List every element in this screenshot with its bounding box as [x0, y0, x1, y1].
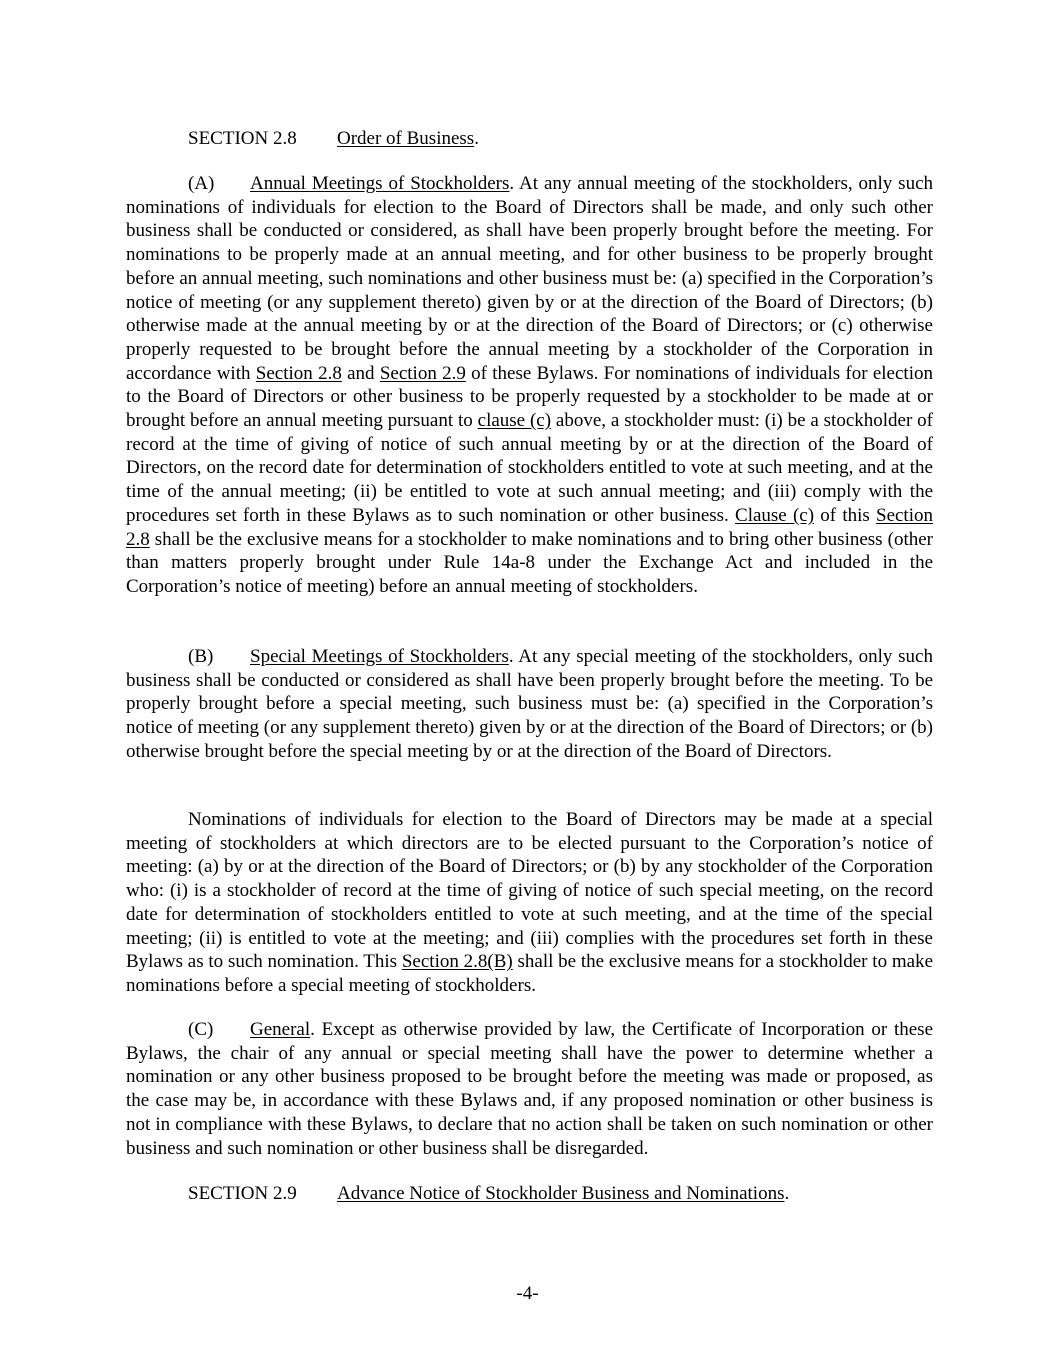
- section-reference: Section 2.8: [255, 362, 342, 384]
- section-title: Order of Business: [337, 128, 475, 149]
- section-reference: Section 2.8(B): [401, 951, 513, 973]
- clause-label: (B): [188, 646, 214, 667]
- clause-label: (A): [188, 173, 215, 194]
- paragraph-general: (C) General. Except as otherwise provided by law, the Certificate of Incorporation or these Bylaws, the chair of any annual or special meeting shall have the power to determine whether a nomination or any other business proposed to be brought before the meeting was made or proposed, as the case may be, in accordance with these Bylaws and, if any proposed nomination or other business is not in compliance with these Bylaws, to declare that no action shall be taken on such nomination or other business and such nomination or other business shall be disregarded.: [126, 1019, 933, 1159]
- section-reference: Section 2.8: [126, 504, 933, 550]
- clause-title: General: [250, 1019, 311, 1040]
- paragraph-annual-meetings: (A) Annual Meetings of Stockholders. At any annual meeting of the stockholders, only such nominations of individuals for election to the Board of Directors shall be made, and only such other business shall be conducted or considered, as shall have been properly brought before the meeting. For nominations to be properly made at an annual meeting, and for other business to be properly brought before an annual meeting, such nominations and other business must be: (a) specified in the Corporation’s notice of meeting (or any supplement thereto) given by or at the direction of the Board of Directors; (b) otherwise made at the annual meeting by or at the direction of the Board of Directors; or (c) otherwise properly requested to be brought before the annual meeting by a stockholder of the Corporation in accordance with Section 2.8 and Section 2.9 of these Bylaws. For nominations of individuals for election to the Board of Directors or other business to be properly requested by a stockholder to be made at or brought before an annual meeting pursuant to clause (c) above, a stockholder must: (i) be a stockholder of record at the time of giving of notice of such annual meeting by or at the direction of the Board of Directors, on the record date for determination of stockholders entitled to vote at such meeting, and at the time of the annual meeting; (ii) be entitled to vote at such annual meeting; and (iii) comply with the procedures set forth in these Bylaws as to such nomination or other business. Clause (c) of this Section 2.8 shall be the exclusive means for a stockholder to make nominations and to bring other business (other than matters properly brought under Rule 14a-8 under the Exchange Act and included in the Corporation’s notice of meeting) before an annual meeting of stockholders.: [126, 173, 934, 597]
- clause-reference: Clause (c): [735, 504, 815, 526]
- section-number: SECTION 2.9: [188, 1183, 297, 1204]
- page-number: -4-: [516, 1283, 539, 1304]
- clause-label: (C): [188, 1019, 214, 1040]
- clause-title: Annual Meetings of Stockholders: [250, 173, 510, 194]
- clause-reference: clause (c): [477, 410, 552, 432]
- paragraph-special-meetings: (B) Special Meetings of Stockholders. At any special meeting of the stockholders, only such business shall be conducted or considered as shall have been properly brought before the meeting. To be properly brought before a special meeting, such business must be: (a) specified in the Corporation’s notice of meeting (or any supplement thereto) given by or at the direction of the Board of Directors; or (b) otherwise brought before the special meeting by or at the direction of the Board of Directors.: [126, 646, 933, 762]
- paragraph-special-nominations: Nominations of individuals for election to the Board of Directors may be made at a special meeting of stockholders at which directors are to be elected pursuant to the Corporation’s notice of meeting: (a) by or at the direction of the Board of Directors; or (b) by any stockholder of the Corporation who: (i) is a stockholder of record at the time of giving of notice of such special meeting, on the record date for determination of stockholders entitled to vote at such meeting, and at the time of the special meeting; (ii) is entitled to vote at the meeting; and (iii) complies with the procedures set forth in these Bylaws as to such nomination. This Section 2.8(B) shall be the exclusive means for a stockholder to make nominations before a special meeting of stockholders.: [126, 809, 933, 996]
- section-title: Advance Notice of Stockholder Business and Nominations: [337, 1183, 785, 1204]
- section-reference: Section 2.9: [379, 362, 466, 384]
- clause-title: Special Meetings of Stockholders: [250, 646, 509, 667]
- section-2-8-heading: SECTION 2.8 Order of Business.: [188, 128, 479, 149]
- section-number: SECTION 2.8: [188, 128, 297, 149]
- section-2-9-heading: SECTION 2.9 Advance Notice of Stockholder Business and Nominations.: [188, 1183, 790, 1204]
